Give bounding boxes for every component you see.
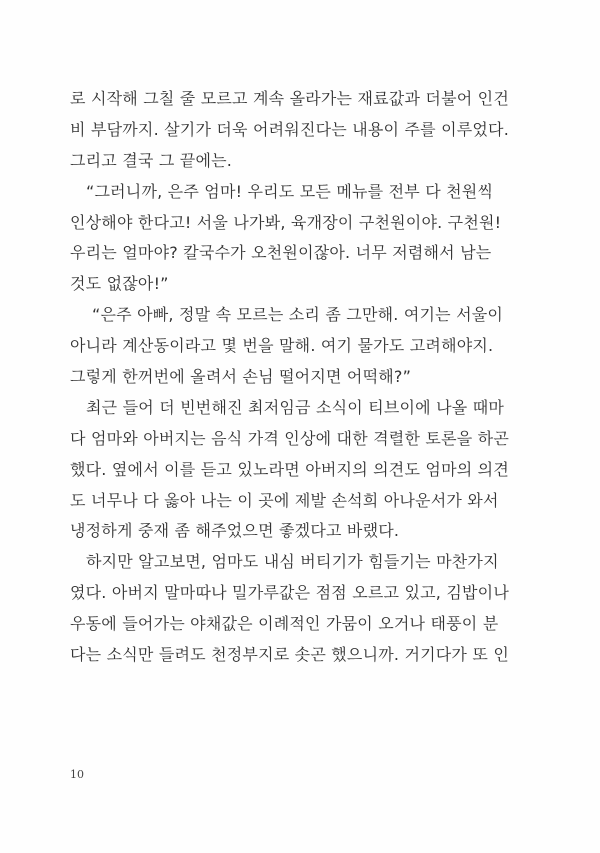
dialogue-line: “그러니까, 은주 엄마! 우리도 모든 메뉴를 전부 다 천원씩	[86, 181, 494, 201]
text-line: 로 시작해 그칠 줄 모르고 계속 올라가는 재료값과 더불어 인건	[70, 89, 509, 108]
text-line: 였다. 아버지 말마따나 밀가루값은 점점 오르고 있고, 김밥이나	[70, 583, 509, 603]
dialogue-line: “은주 아빠, 정말 속 모르는 소리 좀 그만해. 여기는 서울이	[92, 305, 504, 325]
text-line: 다 엄마와 아버지는 음식 가격 인상에 대한 격렬한 토론을 하곤	[70, 428, 509, 448]
text-line: 그리고 결국 그 끝에는.	[70, 150, 233, 170]
text-line: 하지만 알고보면, 엄마도 내심 버티기가 힘들기는 마찬가지	[86, 552, 499, 572]
body-text	[70, 84, 509, 671]
page-number: 10	[70, 768, 84, 781]
dialogue-line: 우리는 얼마야? 칼국수가 오천원이잖아. 너무 저렴해서 남는	[70, 243, 492, 263]
text-line: 다는 소식만 들려도 천정부지로 솟곤 했으니까. 거기다가 또 인	[70, 645, 509, 665]
text-line: 냉정하게 중재 좀 해주었으면 좋겠다고 바랬다.	[70, 521, 400, 541]
dialogue-line: 인상해야 한다고! 서울 나가봐, 육개장이 구천원이야. 구천원!	[70, 212, 502, 232]
text-line: 최근 들어 더 빈번해진 최저임금 소식이 티브이에 나올 때마	[86, 397, 505, 417]
dialogue-line: 아니라 계산동이라고 몇 번을 말해. 여기 물가도 고려해야지.	[70, 336, 494, 356]
text-line: 우동에 들어가는 야채값은 이례적인 가뭄이 오거나 태풍이 분	[70, 614, 499, 634]
text-line: 도 너무나 다 옳아 나는 이 곳에 제발 손석희 아나운서가 와서	[70, 490, 499, 510]
text-line: 했다. 옆에서 이를 듣고 있노라면 아버지의 의견도 엄마의 의견	[70, 459, 509, 479]
dialogue-line: 그렇게 한꺼번에 올려서 손님 떨어지면 어떡해?”	[70, 367, 412, 387]
dialogue-line: 것도 없잖아!”	[70, 274, 169, 294]
text-line: 비 부담까지. 살기가 더욱 어려워진다는 내용이 주를 이루었다.	[70, 119, 509, 139]
